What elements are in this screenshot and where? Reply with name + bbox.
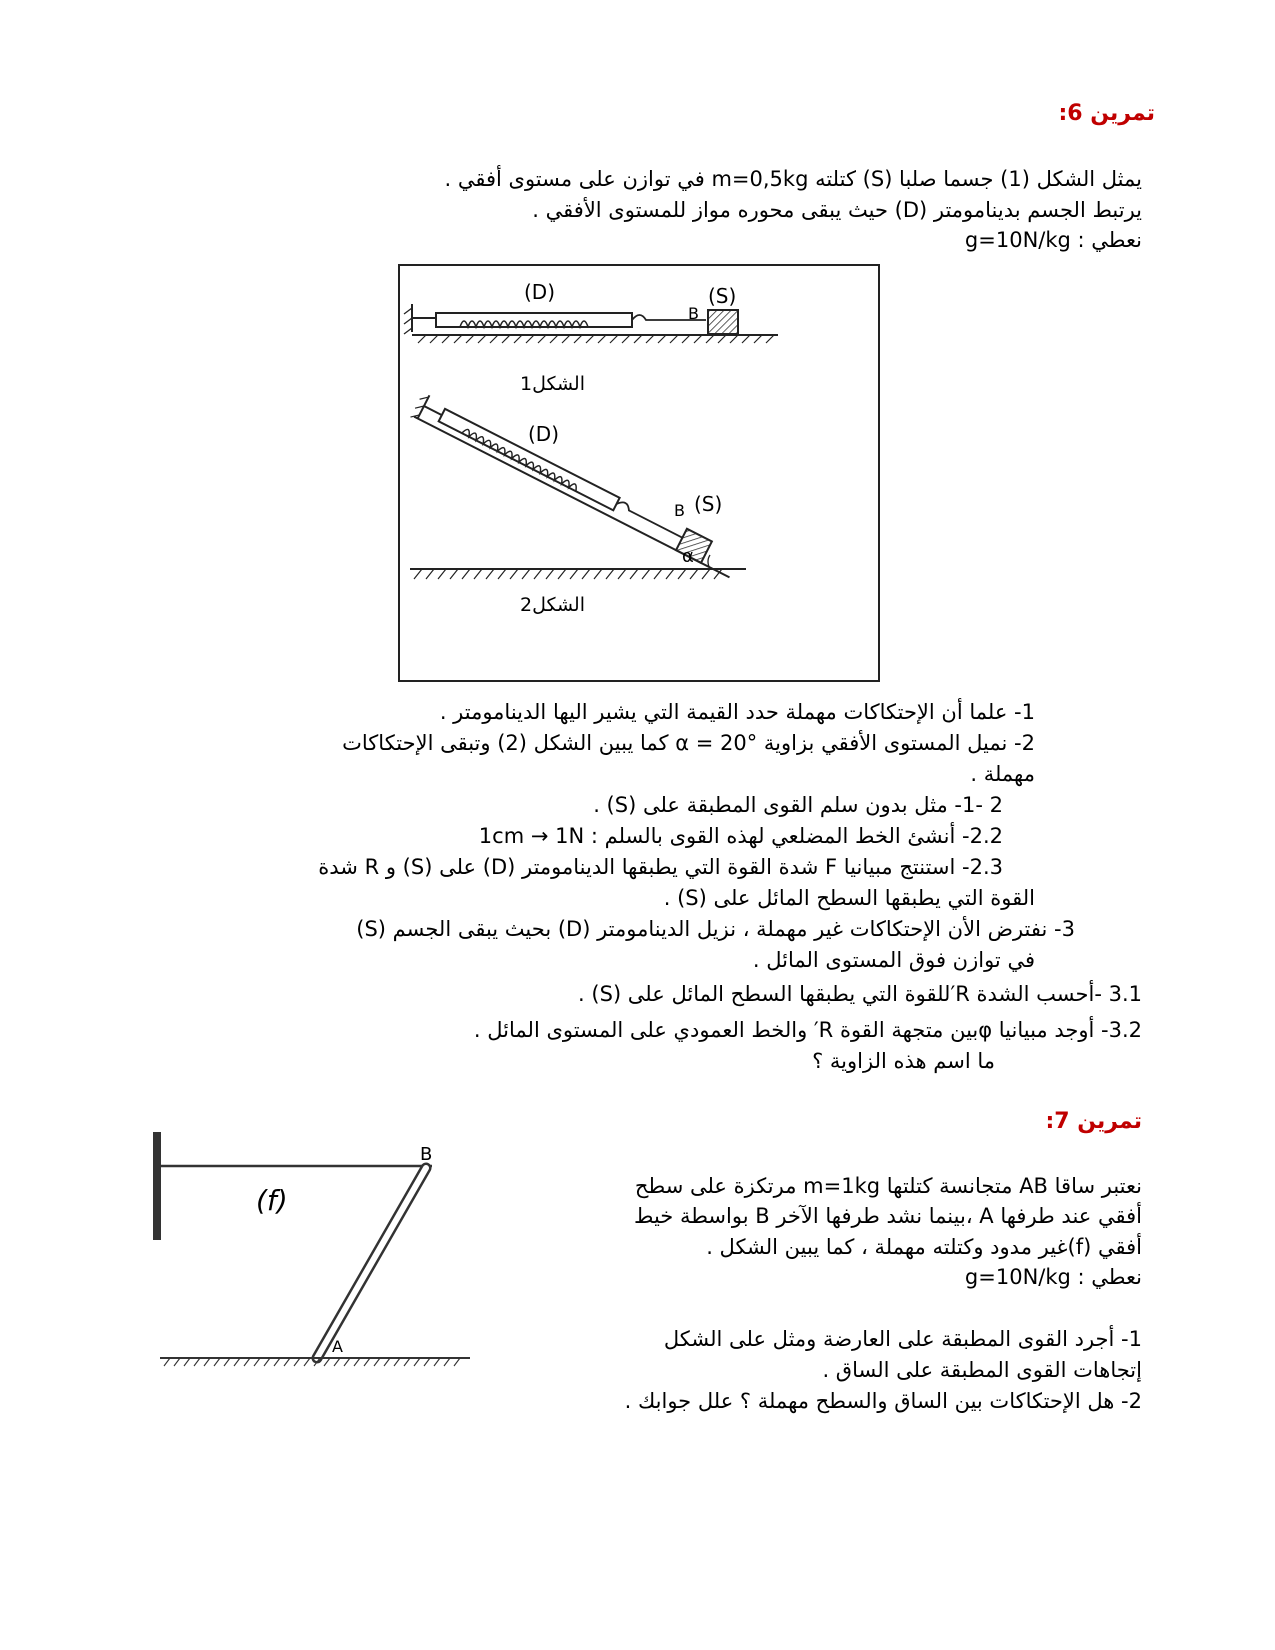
label-b: B — [420, 1144, 433, 1165]
ex6-question-3-1: 3.1 -أحسب الشدة R′للقوة التي يطبقها السطح المائل على (S) . — [578, 982, 1142, 1006]
ex7-intro-line-3: أفقي (f)غير مدود وكتلته مهملة ، كما يبين الشكل . — [706, 1235, 1142, 1259]
dynamometer-body — [436, 313, 632, 327]
label-s-incline: (S) — [694, 492, 723, 516]
ex6-question-2-1: 2 -1- مثل بدون سلم القوى المطبقة على (S) . — [593, 793, 1003, 817]
rod-figure — [140, 1130, 520, 1390]
ex7-question-2: 2- هل الإحتكاكات بين الساق والسطح مهملة ؟ علل جوابك . — [624, 1389, 1142, 1413]
figure-1-horizontal — [404, 280, 778, 395]
label-f: (f) — [256, 1184, 288, 1217]
ex7-intro-line-1: نعتبر ساقا AB متجانسة كتلتها m=1kg مرتكزة على سطح — [634, 1174, 1142, 1198]
ex6-question-3-2-line-2: ما اسم هذه الزاوية ؟ — [812, 1049, 995, 1073]
ex6-question-2-line-1: 2- نميل المستوى الأفقي بزاوية α = 20° كما يبين الشكل (2) وتبقى الإحتكاكات — [342, 731, 1035, 755]
ex6-intro-line-3: نعطي : g=10N/kg — [964, 228, 1142, 252]
ex6-question-2-2: 2.2- أنشئ الخط المضلعي لهذه القوى بالسلم : 1cm → 1N — [478, 824, 1003, 848]
ex6-question-2-line-2: مهملة . — [970, 762, 1035, 786]
ex7-question-1-line-1: 1- أجرد القوى المطبقة على العارضة ومثل على الشكل — [663, 1327, 1142, 1351]
wall-support — [153, 1132, 161, 1198]
ex6-question-3-line-2: في توازن فوق المستوى المائل . — [752, 948, 1035, 972]
ex7-intro-line-4: نعطي : g=10N/kg — [964, 1265, 1142, 1289]
exercise-7-title: تمرين 7: — [1045, 1109, 1142, 1134]
figure-2-inclined — [410, 392, 746, 616]
ex6-intro-line-1: يمثل الشكل (1) جسما صلبا (S) كتلته m=0,5kg في توازن على مستوى أفقي . — [444, 167, 1142, 191]
label-d-top: (D) — [524, 280, 556, 304]
ex6-intro-line-2: يرتبط الجسم بدينامومتر (D) حيث يبقى محوره مواز للمستوى الأفقي . — [532, 198, 1142, 222]
label-d-incline: (D) — [528, 422, 560, 446]
exercise-6-title: تمرين 6: — [1058, 101, 1155, 126]
caption-figure-2: الشكل2 — [520, 594, 585, 616]
label-b-incline: B — [674, 501, 685, 520]
solid-block-s — [708, 310, 738, 334]
ex6-question-3-2-line-1: 3.2- أوجد مبيانيا φبين متجهة القوة R′ والخط العمودي على المستوى المائل . — [473, 1018, 1142, 1042]
ex6-question-2-3-line-2: القوة التي يطبقها السطح المائل على (S) . — [663, 886, 1035, 910]
label-s-top: (S) — [708, 284, 737, 308]
figure-dynamometer — [398, 264, 880, 682]
ex7-question-1-line-2: إتجاهات القوى المطبقة على الساق . — [822, 1358, 1142, 1382]
label-alpha: α — [682, 546, 694, 567]
dynamometer-diagram — [400, 266, 878, 680]
ex6-question-1: 1- علما أن الإحتكاكات مهملة حدد القيمة التي يشير اليها الدينامومتر . — [439, 700, 1035, 724]
ex6-question-2-3-line-1: 2.3- استنتج مبيانيا F شدة القوة التي يطبقها الدينامومتر (D) على (S) و R شدة — [318, 855, 1003, 879]
label-b-top: B — [688, 304, 699, 323]
ex6-question-3-line-1: 3- نفترض الأن الإحتكاكات غير مهملة ، نزيل الدينامومتر (D) بحيث يبقى الجسم (S) — [356, 917, 1075, 941]
label-a: A — [332, 1337, 343, 1356]
ex7-intro-line-2: أفقي عند طرفها A ،بينما نشد طرفها الآخر B بواسطة خيط — [634, 1204, 1142, 1228]
caption-figure-1: الشكل1 — [520, 373, 585, 395]
